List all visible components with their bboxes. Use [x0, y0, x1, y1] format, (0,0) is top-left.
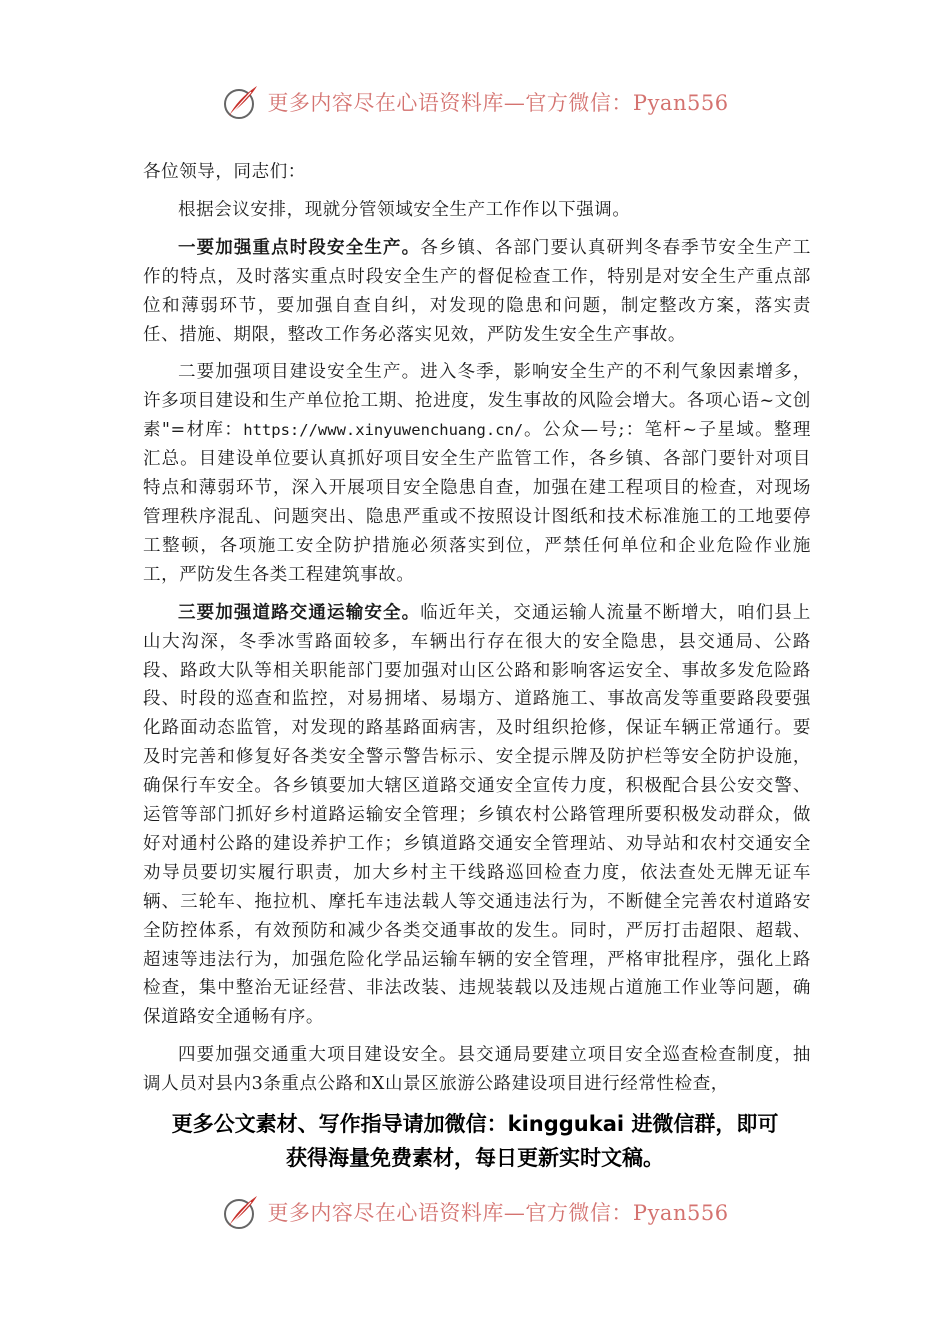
paragraph-3-heading: 三要加强道路交通运输安全。: [178, 602, 421, 623]
promo-notice: [0, 1107, 950, 1175]
intro-paragraph: 根据会议安排，现就分管领域安全生产工作作以下强调。: [178, 199, 631, 220]
paragraph-2: 二要加强项目建设安全生产。进入冬季，影响安全生产的不利气象因素增多，许多项目建设和生产单位抢工期、抢进度，发生事故的风险会增大。各项心语~文创素"=材库：https://www.xinyuwenchuang.cn/。公众—号;：笔杆~子星域。整理汇总。目建设单位要认真抓好项目安全生产监管工作，各乡镇、各部门要针对项目特点和薄弱环节，深入开展项目安全隐患自查，加强在建工程项目的检查，对现场管理秩序混乱、问题突出、隐患严重或不按照设计图纸和技术标准施工的工地要停工整顿，各项施工安全防护措施必须落实到位，严禁任何单位和企业危险作业施工，严防发生各类工程建筑事故。: [143, 362, 811, 585]
url-text: https://www.xinyuwenchuang.cn/: [243, 421, 524, 440]
promo-line-1: 更多公文素材、写作指导请加微信：kinggukai 进微信群，即可: [171, 1112, 779, 1136]
document-body: [143, 158, 811, 1099]
quill-logo-icon: [221, 1192, 261, 1232]
paragraph-1: 一要加强重点时段安全生产。各乡镇、各部门要认真研判冬春季节安全生产工作的特点，及时落实重点时段安全生产的督促检查工作，特别是对安全生产重点部位和薄弱环节，要加强自查自纠，对发现的隐患和问题，制定整改方案，落实责任、措施、期限，整改工作务必落实见效，严防发生安全生产事故。: [143, 237, 811, 345]
header-watermark: [0, 80, 950, 124]
paragraph-1-heading: 一要加强重点时段安全生产。: [178, 237, 421, 258]
greeting: 各位领导，同志们：: [143, 162, 306, 182]
footer-watermark: [0, 1190, 950, 1234]
paragraph-4: 四要加强交通重大项目建设安全。县交通局要建立项目安全巡查检查制度，抽调人员对县内3条重点公路和X山景区旅游公路建设项目进行经常性检查，: [143, 1045, 811, 1095]
quill-logo-icon: [221, 82, 261, 122]
header-watermark-text: 更多内容尽在心语资料库—官方微信：Pyan556: [267, 91, 729, 115]
footer-watermark-text: 更多内容尽在心语资料库—官方微信：Pyan556: [267, 1201, 729, 1225]
promo-line-2: 获得海量免费素材，每日更新实时文稿。: [286, 1146, 664, 1170]
paragraph-3: 三要加强道路交通运输安全。临近年关，交通运输人流量不断增大，咱们县上山大沟深，冬季冰雪路面较多，车辆出行存在很大的安全隐患，县交通局、公路段、路政大队等相关职能部门要加强对山区公路和影响客运安全、事故多发危险路段、时段的巡查和监控，对易拥堵、易塌方、道路施工、事故高发等重要路段要强化路面动态监管，对发现的路基路面病害，及时组织抢修，保证车辆正常通行。要及时完善和修复好各类安全警示警告标示、安全提示牌及防护栏等安全防护设施，确保行车安全。各乡镇要加大辖区道路交通安全宣传力度，积极配合县公安交警、运管等部门抓好乡村道路运输安全管理；乡镇农村公路管理所要积极发动群众，做好对通村公路的建设养护工作；乡镇道路交通安全管理站、劝导站和农村交通安全劝导员要切实履行职责，加大乡村主干线路巡回检查力度，依法查处无牌无证车辆、三轮车、拖拉机、摩托车违法载人等交通违法行为，不断健全完善农村道路安全防控体系，有效预防和减少各类交通事故的发生。同时，严厉打击超限、超载、超速等违法行为，加强危险化学品运输车辆的安全管理，严格审批程序，强化上路检查，集中整治无证经营、非法改装、违规装载以及违规占道施工作业等问题，确保道路安全通畅有序。: [143, 602, 811, 1028]
